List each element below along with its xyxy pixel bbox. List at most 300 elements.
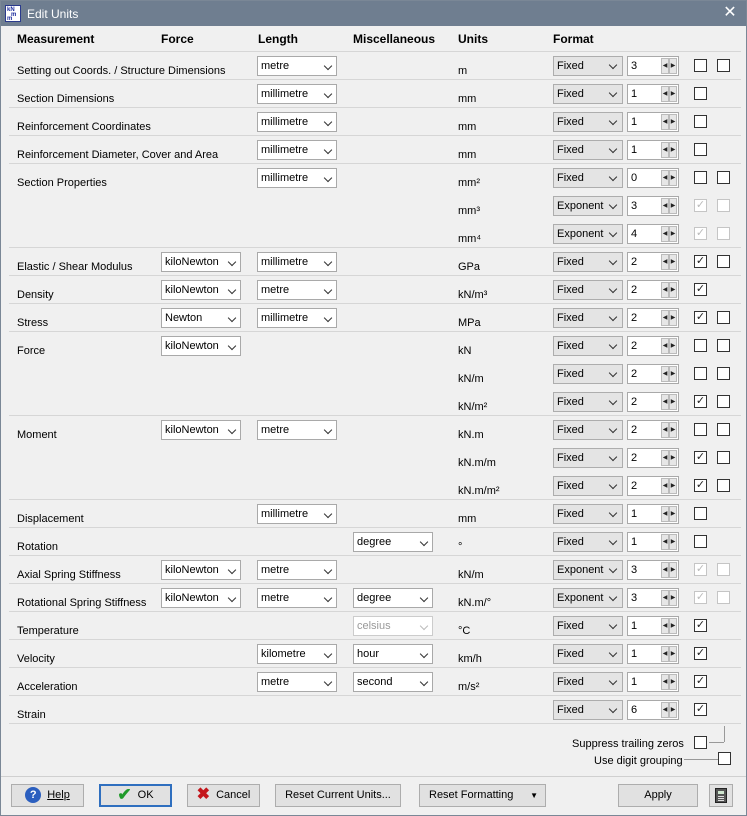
spinner-arrows[interactable] (661, 254, 677, 270)
format-dropdown[interactable] (553, 532, 623, 552)
unit-label: mm³ (458, 205, 480, 217)
force-dropdown-value: kiloNewton (165, 340, 219, 352)
spinner-arrows[interactable] (661, 450, 677, 466)
suppress-zeros-checkbox[interactable]: ✓ (695, 255, 706, 267)
chevron-down-icon (324, 314, 332, 322)
format-dropdown[interactable] (553, 672, 623, 692)
digit-grouping-checkbox[interactable] (717, 395, 730, 408)
unit-label: kN/m² (458, 401, 488, 413)
suppress-zeros-checkbox[interactable]: ✓ (695, 311, 706, 323)
suppress-zeros-checkbox[interactable]: ✓ (695, 395, 706, 407)
digits-spinner[interactable] (627, 224, 679, 244)
format-value: Fixed (557, 144, 584, 156)
digits-value: 3 (631, 60, 638, 72)
chevron-down-icon (324, 118, 332, 126)
spinner-arrows[interactable] (661, 338, 677, 354)
digits-spinner[interactable] (627, 84, 679, 104)
chevron-down-icon (228, 426, 236, 434)
digits-spinner[interactable] (627, 504, 679, 524)
chevron-down-icon (324, 510, 332, 518)
force-dropdown[interactable] (161, 252, 241, 272)
chevron-down-icon (228, 342, 236, 350)
format-value: Exponent (557, 200, 604, 212)
length-dropdown[interactable] (257, 560, 337, 580)
increment-arrow-icon[interactable]: ▶ (669, 254, 677, 270)
digits-spinner[interactable] (627, 532, 679, 552)
spinner-arrows[interactable] (661, 198, 677, 214)
unit-label: kN.m/m² (458, 485, 500, 497)
row-divider (9, 695, 741, 696)
decrement-arrow-icon[interactable]: ◀ (661, 534, 669, 550)
chevron-down-icon (420, 538, 428, 546)
misc-dropdown[interactable] (353, 672, 433, 692)
increment-arrow-icon[interactable]: ▶ (669, 646, 677, 662)
format-dropdown[interactable] (553, 336, 623, 356)
digits-value: 2 (631, 368, 638, 380)
measurement-label: Stress (17, 317, 49, 329)
format-dropdown[interactable] (553, 420, 623, 440)
misc-dropdown[interactable] (353, 532, 433, 552)
header-units: Units (458, 32, 488, 46)
unit-label: kN/m (458, 569, 484, 581)
spinner-arrows[interactable] (661, 86, 677, 102)
format-dropdown[interactable] (553, 644, 623, 664)
increment-arrow-icon[interactable]: ▶ (669, 506, 677, 522)
digits-spinner[interactable] (627, 364, 679, 384)
length-dropdown[interactable] (257, 280, 337, 300)
decrement-arrow-icon[interactable]: ◀ (661, 198, 669, 214)
digits-value: 2 (631, 340, 638, 352)
digits-value: 1 (631, 620, 638, 632)
chevron-down-icon (609, 649, 617, 657)
cancel-label: Cancel (216, 789, 251, 801)
decrement-arrow-icon[interactable]: ◀ (661, 506, 669, 522)
length-dropdown[interactable] (257, 168, 337, 188)
force-dropdown-value: kiloNewton (165, 592, 219, 604)
reset-formatting-button[interactable] (419, 784, 546, 807)
length-dropdown-value: metre (261, 592, 290, 604)
chevron-down-icon (420, 650, 428, 658)
decrement-arrow-icon[interactable]: ◀ (661, 338, 669, 354)
unit-label: m (458, 65, 468, 77)
length-dropdown[interactable] (257, 56, 337, 76)
spinner-arrows[interactable] (661, 646, 677, 662)
spinner-arrows[interactable] (661, 562, 677, 578)
misc-dropdown (353, 616, 433, 636)
chevron-down-icon (609, 593, 617, 601)
digits-spinner[interactable] (627, 616, 679, 636)
spinner-arrows[interactable] (661, 170, 677, 186)
increment-arrow-icon[interactable]: ▶ (669, 170, 677, 186)
digits-spinner[interactable] (627, 112, 679, 132)
spinner-arrows[interactable] (661, 618, 677, 634)
format-dropdown[interactable] (553, 56, 623, 76)
increment-arrow-icon[interactable]: ▶ (669, 450, 677, 466)
decrement-arrow-icon[interactable]: ◀ (661, 114, 669, 130)
suppress-zeros-checkbox[interactable] (694, 339, 707, 352)
suppress-zeros-checkbox[interactable] (694, 87, 707, 100)
digit-grouping-checkbox[interactable] (717, 255, 730, 268)
suppress-zeros-checkbox[interactable] (694, 171, 707, 184)
chevron-down-icon (609, 565, 617, 573)
chevron-down-icon (324, 426, 332, 434)
increment-arrow-icon[interactable]: ▶ (669, 366, 677, 382)
format-dropdown[interactable] (553, 280, 623, 300)
digits-spinner[interactable] (627, 560, 679, 580)
decrement-arrow-icon[interactable]: ◀ (661, 702, 669, 718)
increment-arrow-icon[interactable]: ▶ (669, 534, 677, 550)
decrement-arrow-icon[interactable]: ◀ (661, 618, 669, 634)
spinner-arrows[interactable] (661, 590, 677, 606)
length-dropdown[interactable] (257, 308, 337, 328)
digit-grouping-checkbox (717, 563, 730, 576)
measurement-label: Force (17, 345, 46, 357)
row-divider (9, 667, 741, 668)
unit-label: mm (458, 93, 477, 105)
digit-grouping-checkbox[interactable] (717, 367, 730, 380)
decrement-arrow-icon[interactable]: ◀ (661, 226, 669, 242)
digits-value: 3 (631, 200, 638, 212)
digits-value: 1 (631, 116, 638, 128)
decrement-arrow-icon[interactable]: ◀ (661, 142, 669, 158)
suppress-trailing-zeros-checkbox[interactable] (694, 736, 707, 749)
format-dropdown[interactable] (553, 224, 623, 244)
length-dropdown-value: millimetre (261, 88, 309, 100)
decrement-arrow-icon[interactable]: ◀ (661, 450, 669, 466)
misc-dropdown-value: degree (357, 592, 392, 604)
spinner-arrows[interactable] (661, 506, 677, 522)
format-dropdown[interactable] (553, 308, 623, 328)
row-divider (9, 331, 741, 332)
increment-arrow-icon[interactable]: ▶ (669, 562, 677, 578)
decrement-arrow-icon[interactable]: ◀ (661, 562, 669, 578)
spinner-arrows[interactable] (661, 114, 677, 130)
chevron-down-icon (609, 89, 617, 97)
chevron-down-icon (609, 453, 617, 461)
chevron-down-icon (420, 594, 428, 602)
decrement-arrow-icon[interactable]: ◀ (661, 394, 669, 410)
digit-grouping-checkbox[interactable] (717, 339, 730, 352)
decrement-arrow-icon[interactable]: ◀ (661, 86, 669, 102)
decrement-arrow-icon[interactable]: ◀ (661, 422, 669, 438)
digits-value: 3 (631, 564, 638, 576)
chevron-down-icon (324, 146, 332, 154)
suppress-zeros-checkbox[interactable] (694, 59, 707, 72)
digits-spinner[interactable] (627, 140, 679, 160)
header-length: Length (258, 32, 298, 46)
misc-dropdown[interactable] (353, 588, 433, 608)
use-digit-grouping-checkbox[interactable] (718, 752, 731, 765)
row-divider (9, 639, 741, 640)
format-dropdown[interactable] (553, 140, 623, 160)
increment-arrow-icon[interactable]: ▶ (669, 310, 677, 326)
suppress-zeros-checkbox[interactable] (694, 507, 707, 520)
chevron-down-icon (609, 509, 617, 517)
format-value: Fixed (557, 396, 584, 408)
format-value: Fixed (557, 88, 584, 100)
force-dropdown[interactable] (161, 308, 241, 328)
decrement-arrow-icon[interactable]: ◀ (661, 254, 669, 270)
length-dropdown-value: kilometre (261, 648, 306, 660)
digit-grouping-checkbox[interactable] (717, 311, 730, 324)
connector-line (724, 726, 725, 742)
format-dropdown[interactable] (553, 364, 623, 384)
length-dropdown[interactable] (257, 504, 337, 524)
unit-label: mm² (458, 177, 480, 189)
suppress-zeros-checkbox[interactable] (694, 143, 707, 156)
connector-line (684, 759, 718, 760)
suppress-zeros-checkbox: ✓ (695, 563, 706, 575)
increment-arrow-icon[interactable]: ▶ (669, 114, 677, 130)
suppress-zeros-checkbox[interactable]: ✓ (695, 451, 706, 463)
help-icon: ? (25, 787, 41, 803)
force-dropdown[interactable] (161, 280, 241, 300)
digits-spinner[interactable] (627, 672, 679, 692)
digit-grouping-checkbox (717, 227, 730, 240)
decrement-arrow-icon[interactable]: ◀ (661, 478, 669, 494)
misc-dropdown-value: celsius (357, 620, 391, 632)
chevron-down-icon (609, 117, 617, 125)
length-dropdown-value: millimetre (261, 172, 309, 184)
digits-spinner[interactable] (627, 56, 679, 76)
digits-value: 1 (631, 144, 638, 156)
length-dropdown[interactable] (257, 140, 337, 160)
digits-spinner[interactable] (627, 308, 679, 328)
increment-arrow-icon[interactable]: ▶ (669, 590, 677, 606)
chevron-down-icon (609, 397, 617, 405)
decrement-arrow-icon[interactable]: ◀ (661, 646, 669, 662)
spinner-arrows[interactable] (661, 282, 677, 298)
decrement-arrow-icon[interactable]: ◀ (661, 310, 669, 326)
digits-spinner[interactable] (627, 168, 679, 188)
increment-arrow-icon[interactable]: ▶ (669, 394, 677, 410)
length-dropdown[interactable] (257, 644, 337, 664)
digits-spinner[interactable] (627, 420, 679, 440)
spinner-arrows[interactable] (661, 310, 677, 326)
format-dropdown[interactable] (553, 504, 623, 524)
increment-arrow-icon[interactable]: ▶ (669, 674, 677, 690)
length-dropdown[interactable] (257, 672, 337, 692)
format-value: Fixed (557, 480, 584, 492)
cancel-x-icon: ✖ (196, 786, 211, 804)
length-dropdown-value: metre (261, 676, 290, 688)
measurement-label: Density (17, 289, 54, 301)
digit-grouping-checkbox[interactable] (717, 171, 730, 184)
digit-grouping-checkbox[interactable] (717, 479, 730, 492)
measurement-label: Acceleration (17, 681, 78, 693)
row-divider (9, 135, 741, 136)
digits-spinner[interactable] (627, 392, 679, 412)
digits-value: 2 (631, 424, 638, 436)
increment-arrow-icon[interactable]: ▶ (669, 142, 677, 158)
increment-arrow-icon[interactable]: ▶ (669, 702, 677, 718)
decrement-arrow-icon[interactable]: ◀ (661, 366, 669, 382)
format-dropdown[interactable] (553, 196, 623, 216)
force-dropdown-value: kiloNewton (165, 564, 219, 576)
spinner-arrows[interactable] (661, 534, 677, 550)
digits-spinner[interactable] (627, 252, 679, 272)
window-title: Edit Units (27, 7, 79, 21)
digits-value: 2 (631, 480, 638, 492)
format-dropdown[interactable] (553, 476, 623, 496)
format-dropdown[interactable] (553, 560, 623, 580)
force-dropdown[interactable] (161, 560, 241, 580)
format-value: Fixed (557, 368, 584, 380)
suppress-zeros-checkbox[interactable]: ✓ (695, 703, 706, 715)
digits-spinner[interactable] (627, 336, 679, 356)
spinner-arrows[interactable] (661, 58, 677, 74)
chevron-down-icon (609, 313, 617, 321)
force-dropdown[interactable] (161, 420, 241, 440)
measurement-label: Strain (17, 709, 46, 721)
chevron-down-icon (324, 90, 332, 98)
format-dropdown[interactable] (553, 252, 623, 272)
spinner-arrows[interactable] (661, 674, 677, 690)
measurement-label: Velocity (17, 653, 55, 665)
spinner-arrows[interactable] (661, 422, 677, 438)
format-dropdown[interactable] (553, 448, 623, 468)
unit-label: kN/m³ (458, 289, 488, 301)
digits-spinner[interactable] (627, 644, 679, 664)
length-dropdown-value: metre (261, 424, 290, 436)
increment-arrow-icon[interactable]: ▶ (669, 198, 677, 214)
unit-label: GPa (458, 261, 481, 273)
format-value: Exponent (557, 564, 604, 576)
digits-spinner[interactable] (627, 196, 679, 216)
format-dropdown[interactable] (553, 112, 623, 132)
suppress-zeros-checkbox[interactable]: ✓ (695, 479, 706, 491)
ok-button[interactable] (99, 784, 172, 807)
length-dropdown[interactable] (257, 252, 337, 272)
length-dropdown[interactable] (257, 84, 337, 104)
format-dropdown[interactable] (553, 392, 623, 412)
measurement-label: Moment (17, 429, 57, 441)
suppress-zeros-checkbox[interactable]: ✓ (695, 647, 706, 659)
digits-spinner[interactable] (627, 588, 679, 608)
format-dropdown[interactable] (553, 588, 623, 608)
apply-button[interactable] (618, 784, 698, 807)
suppress-zeros-checkbox[interactable]: ✓ (695, 619, 706, 631)
unit-label: kN (458, 345, 472, 357)
suppress-zeros-checkbox[interactable] (694, 367, 707, 380)
format-dropdown[interactable] (553, 616, 623, 636)
chevron-down-icon (228, 286, 236, 294)
row-divider (9, 499, 741, 500)
suppress-zeros-checkbox[interactable] (694, 115, 707, 128)
increment-arrow-icon[interactable]: ▶ (669, 338, 677, 354)
calculator-icon (715, 788, 727, 803)
format-dropdown[interactable] (553, 168, 623, 188)
suppress-zeros-checkbox[interactable] (694, 535, 707, 548)
digit-grouping-checkbox[interactable] (717, 59, 730, 72)
increment-arrow-icon[interactable]: ▶ (669, 422, 677, 438)
suppress-zeros-checkbox[interactable]: ✓ (695, 283, 706, 295)
format-value: Fixed (557, 508, 584, 520)
row-divider (9, 79, 741, 80)
digit-grouping-checkbox[interactable] (717, 423, 730, 436)
spinner-arrows[interactable] (661, 478, 677, 494)
decrement-arrow-icon[interactable]: ◀ (661, 282, 669, 298)
format-value: Fixed (557, 116, 584, 128)
suppress-zeros-checkbox[interactable] (694, 423, 707, 436)
digit-grouping-checkbox[interactable] (717, 451, 730, 464)
increment-arrow-icon[interactable]: ▶ (669, 226, 677, 242)
increment-arrow-icon[interactable]: ▶ (669, 86, 677, 102)
digits-value: 1 (631, 508, 638, 520)
spinner-arrows[interactable] (661, 366, 677, 382)
chevron-down-icon (609, 369, 617, 377)
digits-spinner[interactable] (627, 700, 679, 720)
row-divider (9, 163, 741, 164)
decrement-arrow-icon[interactable]: ◀ (661, 674, 669, 690)
format-value: Fixed (557, 424, 584, 436)
help-button[interactable] (11, 784, 84, 807)
increment-arrow-icon[interactable]: ▶ (669, 58, 677, 74)
increment-arrow-icon[interactable]: ▶ (669, 478, 677, 494)
chevron-down-icon (420, 622, 428, 630)
digits-spinner[interactable] (627, 448, 679, 468)
decrement-arrow-icon[interactable]: ◀ (661, 590, 669, 606)
title-bar (1, 1, 746, 26)
force-dropdown-value: Newton (165, 312, 203, 324)
digits-value: 4 (631, 228, 638, 240)
decrement-arrow-icon[interactable]: ◀ (661, 170, 669, 186)
chevron-down-icon (324, 566, 332, 574)
header-force: Force (161, 32, 194, 46)
spinner-arrows[interactable] (661, 702, 677, 718)
digits-value: 2 (631, 452, 638, 464)
row-divider (9, 583, 741, 584)
digits-spinner[interactable] (627, 476, 679, 496)
chevron-down-icon (609, 257, 617, 265)
misc-dropdown[interactable] (353, 644, 433, 664)
suppress-zeros-checkbox[interactable]: ✓ (695, 675, 706, 687)
format-value: Exponent (557, 592, 604, 604)
format-dropdown[interactable] (553, 84, 623, 104)
row-divider (9, 107, 741, 108)
format-value: Fixed (557, 452, 584, 464)
digits-spinner[interactable] (627, 280, 679, 300)
help-label: Help (47, 789, 70, 801)
increment-arrow-icon[interactable]: ▶ (669, 618, 677, 634)
force-dropdown[interactable] (161, 336, 241, 356)
format-value: Fixed (557, 620, 584, 632)
chevron-down-icon (609, 481, 617, 489)
length-dropdown[interactable] (257, 420, 337, 440)
length-dropdown[interactable] (257, 588, 337, 608)
row-divider (9, 527, 741, 528)
format-dropdown[interactable] (553, 700, 623, 720)
close-icon[interactable]: ✕ (723, 4, 737, 21)
format-value: Fixed (557, 284, 584, 296)
spinner-arrows[interactable] (661, 226, 677, 242)
spinner-arrows[interactable] (661, 142, 677, 158)
reset-current-units-button[interactable] (275, 784, 401, 807)
length-dropdown[interactable] (257, 112, 337, 132)
increment-arrow-icon[interactable]: ▶ (669, 282, 677, 298)
calculator-button[interactable] (709, 784, 733, 807)
digits-value: 1 (631, 676, 638, 688)
cancel-button[interactable] (187, 784, 260, 807)
chevron-down-icon (609, 285, 617, 293)
unit-label: MPa (458, 317, 481, 329)
decrement-arrow-icon[interactable]: ◀ (661, 58, 669, 74)
force-dropdown[interactable] (161, 588, 241, 608)
measurement-label: Elastic / Shear Modulus (17, 261, 133, 273)
spinner-arrows[interactable] (661, 394, 677, 410)
digits-value: 2 (631, 284, 638, 296)
use-digit-grouping-label: Use digit grouping (594, 755, 683, 767)
